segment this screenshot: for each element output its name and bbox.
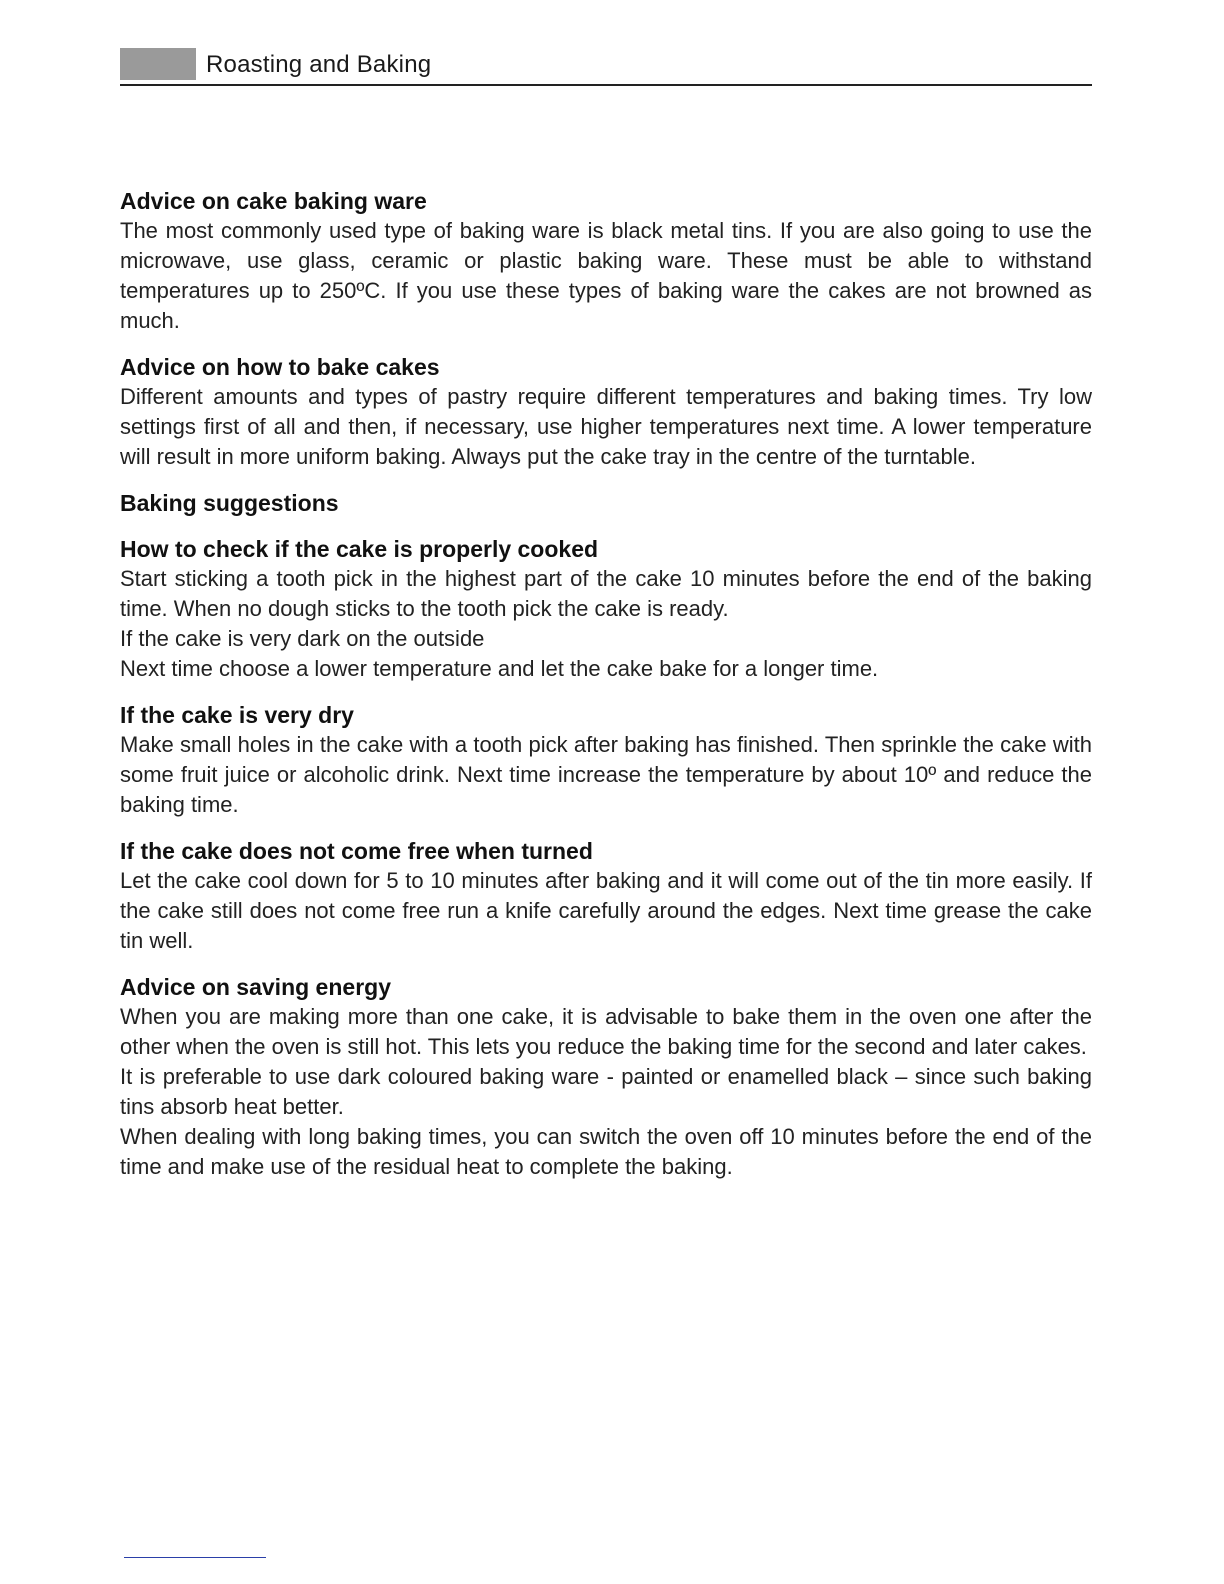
section-paragraph: It is preferable to use dark coloured baking ware - painted or enamelled black – since such baking tins absorb heat better. bbox=[120, 1064, 1092, 1119]
section-heading: Advice on how to bake cakes bbox=[120, 354, 440, 380]
section-check-cake-cooked bbox=[120, 534, 1092, 684]
section-cake-very-dry bbox=[120, 700, 1092, 820]
section-heading: Advice on saving energy bbox=[120, 974, 391, 1000]
document-body bbox=[120, 186, 1092, 1198]
section-saving-energy bbox=[120, 972, 1092, 1182]
section-paragraph: Different amounts and types of pastry require different temperatures and baking times. Try low settings first of all and then, if necessary, use higher temperatures next time. A lower temperature will result in more uniform baking. Always put the cake tray in the centre of the turntable. bbox=[120, 384, 1092, 469]
section-paragraph: If the cake is very dark on the outside bbox=[120, 626, 485, 651]
section-paragraph: Start sticking a tooth pick in the highest part of the cake 10 minutes before the end of the baking time. When no dough sticks to the tooth pick the cake is ready. bbox=[120, 566, 1092, 621]
section-heading: Baking suggestions bbox=[120, 490, 339, 516]
section-paragraph: When you are making more than one cake, it is advisable to bake them in the oven one after the other when the oven is still hot. This lets you reduce the baking time for the second and later cakes. bbox=[120, 1004, 1092, 1059]
footer-rule bbox=[124, 1557, 266, 1558]
section-heading: If the cake does not come free when turned bbox=[120, 838, 593, 864]
section-paragraph: Let the cake cool down for 5 to 10 minutes after baking and it will come out of the tin more easily. If the cake still does not come free run a knife carefully around the edges. Next time grease the cake tin well. bbox=[120, 868, 1092, 953]
section-cake-not-free bbox=[120, 836, 1092, 956]
page-header bbox=[120, 48, 1092, 86]
section-heading: How to check if the cake is properly cooked bbox=[120, 536, 599, 562]
section-heading: If the cake is very dry bbox=[120, 702, 354, 728]
section-paragraph: When dealing with long baking times, you can switch the oven off 10 minutes before the end of the time and make use of the residual heat to complete the baking. bbox=[120, 1124, 1092, 1179]
header-marker-block bbox=[120, 48, 196, 80]
section-cake-baking-ware bbox=[120, 186, 1092, 336]
section-paragraph: Make small holes in the cake with a tooth pick after baking has finished. Then sprinkle the cake with some fruit juice or alcoholic drink. Next time increase the temperature by about 10º and reduce the baking time. bbox=[120, 732, 1092, 817]
section-paragraph: The most commonly used type of baking ware is black metal tins. If you are also going to use the microwave, use glass, ceramic or plastic baking ware. These must be able to withstand temperatures up to 250ºC. If you use these types of baking ware the cakes are not browned as much. bbox=[120, 218, 1092, 333]
page-header-title: Roasting and Baking bbox=[206, 51, 432, 78]
section-heading: Advice on cake baking ware bbox=[120, 188, 427, 214]
section-paragraph: Next time choose a lower temperature and let the cake bake for a longer time. bbox=[120, 656, 879, 681]
section-how-to-bake-cakes bbox=[120, 352, 1092, 472]
section-baking-suggestions bbox=[120, 488, 1092, 518]
